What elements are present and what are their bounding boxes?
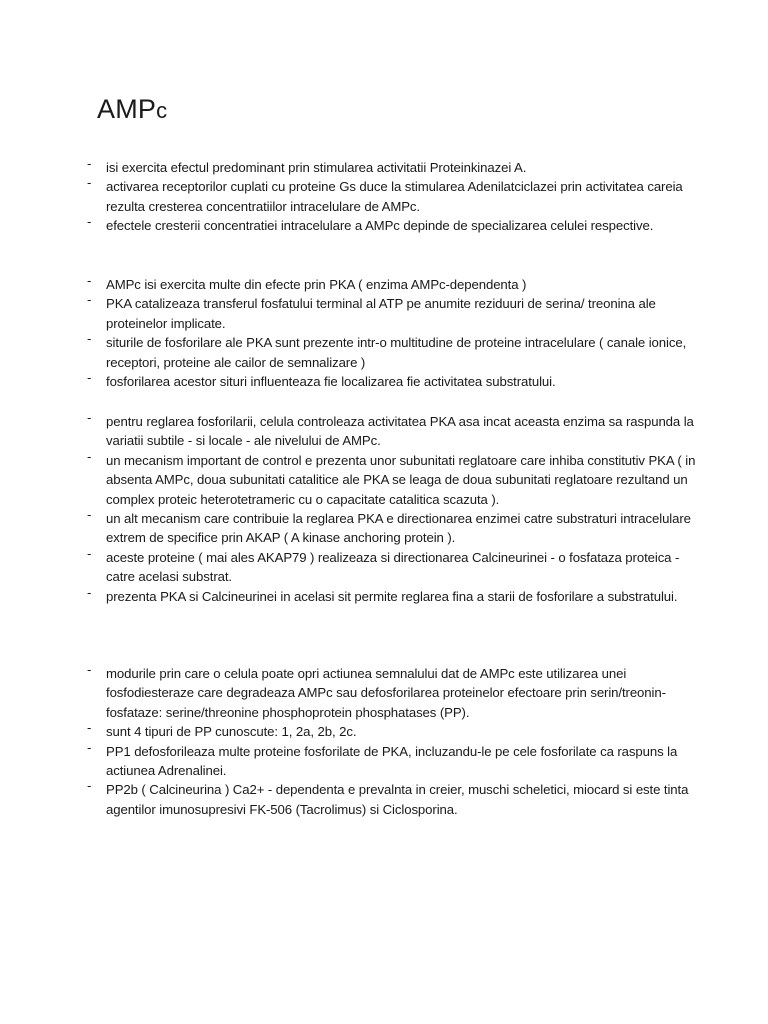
bullet-dash: - — [87, 370, 92, 386]
list-item-text: siturile de fosforilare ale PKA sunt prezente intr-o multitudine de proteine intracelulare ( canale ionice, receptori, proteine ale cailor de semnalizare ) — [106, 335, 687, 370]
bullet-dash: - — [87, 720, 92, 736]
list-item — [0, 275, 768, 294]
list-item-text: efectele cresterii concentratiei intracelulare a AMPc depinde de specializarea celulei respective. — [106, 218, 654, 234]
list-item — [0, 780, 768, 819]
bullet-dash: - — [87, 175, 92, 191]
bullet-dash: - — [87, 331, 92, 347]
title-main: AMP — [97, 94, 157, 124]
bullet-dash: - — [87, 214, 92, 230]
bullet-dash: - — [87, 292, 92, 308]
list-item — [0, 216, 768, 235]
list-item — [0, 722, 768, 741]
list-item-text: pentru reglarea fosforilarii, celula controleaza activitatea PKA asa incat aceasta enzima sa raspunda la variatii subtile - si locale - ale nivelului de AMPc. — [106, 414, 694, 449]
list-item-text: sunt 4 tipuri de PP cunoscute: 1, 2a, 2b, 2c. — [106, 724, 357, 740]
bullet-dash: - — [87, 584, 92, 600]
list-item-text: activarea receptorilor cuplati cu proteine Gs duce la stimularea Adenilatciclazei prin activitatea careia rezulta cresterea concentratiilor intracelulare de AMPc. — [106, 179, 683, 214]
list-item-text: isi exercita efectul predominant prin stimularea activitatii Proteinkinazei A. — [106, 160, 527, 175]
bullet-dash: - — [87, 507, 92, 523]
list-item-text: fosforilarea acestor situri influenteaza fie localizarea fie activitatea substratului. — [106, 374, 556, 390]
list-item — [0, 177, 768, 216]
list-item — [0, 584, 768, 606]
list-item-text: PP2b ( Calcineurina ) Ca2+ - dependenta e prevalnta in creier, muschi scheletici, miocard si este tinta agentilor imunosupresivi FK-506 (Tacrolimus) si Ciclosporina. — [106, 782, 689, 817]
list-item-text: AMPc isi exercita multe din efecte prin PKA ( enzima AMPc-dependenta ) — [106, 277, 527, 292]
list-item-text: prezenta PKA si Calcineurinei in acelasi sit permite reglarea fina a starii de fosforilare a substratului. — [106, 588, 678, 604]
list-item-text: modurile prin care o celula poate opri actiunea semnalului dat de AMPc este utilizarea unei fosfodiesteraze care degradeaza AMPc sau defosforilarea proteinelor efectoare prin serin/treonin-fosfataze: serine/threonine phosphoprotein phosphatases (PP). — [106, 666, 666, 720]
list-item-text: un mecanism important de control e prezenta unor subunitati reglatoare care inhiba constitutiv PKA ( in absenta AMPc, doua subunitati catalitice ale PKA se leaga de doua subunitati reglatoare rezultand un complex proteic heterotetrameric cu o capacitate catalitica scazuta ). — [106, 452, 696, 507]
bullet-dash: - — [87, 273, 92, 288]
bullet-dash: - — [87, 156, 92, 171]
list-item — [0, 333, 768, 372]
bullet-dash: - — [87, 410, 92, 425]
paragraph-group-4 — [0, 664, 768, 819]
bullet-dash: - — [87, 448, 92, 464]
paragraph-group-1 — [0, 158, 768, 236]
list-item — [0, 158, 768, 177]
list-item — [0, 664, 768, 722]
bullet-dash: - — [87, 739, 92, 755]
bullet-dash: - — [87, 778, 92, 794]
list-item — [0, 739, 768, 781]
list-item-text: un alt mecanism care contribuie la reglarea PKA e directionarea enzimei catre substraturi intracelulare extrem de specifice prin AKAP ( A kinase anchoring protein ). — [106, 511, 691, 546]
bullet-dash: - — [87, 662, 92, 677]
bullet-dash: - — [87, 545, 92, 561]
list-item — [0, 412, 768, 451]
list-item — [0, 545, 768, 587]
list-item — [0, 294, 768, 333]
list-item — [0, 448, 768, 509]
list-item — [0, 509, 768, 548]
list-item — [0, 372, 768, 391]
paragraph-group-2 — [0, 275, 768, 391]
page-title — [97, 94, 167, 125]
paragraph-group-3 — [0, 412, 768, 606]
list-item-text: aceste proteine ( mai ales AKAP79 ) realizeaza si directionarea Calcineurinei - o fosfataza proteica - catre acelasi substrat. — [106, 549, 680, 585]
list-item-text: PP1 defosforileaza multe proteine fosforilate de PKA, incluzandu-le pe cele fosforilate ca raspuns la actiunea Adrenalinei. — [106, 743, 678, 779]
list-item-text: PKA catalizeaza transferul fosfatului terminal al ATP pe anumite reziduuri de serina/ treonina ale proteinelor implicate. — [106, 296, 656, 331]
title-suffix: c — [156, 98, 168, 123]
